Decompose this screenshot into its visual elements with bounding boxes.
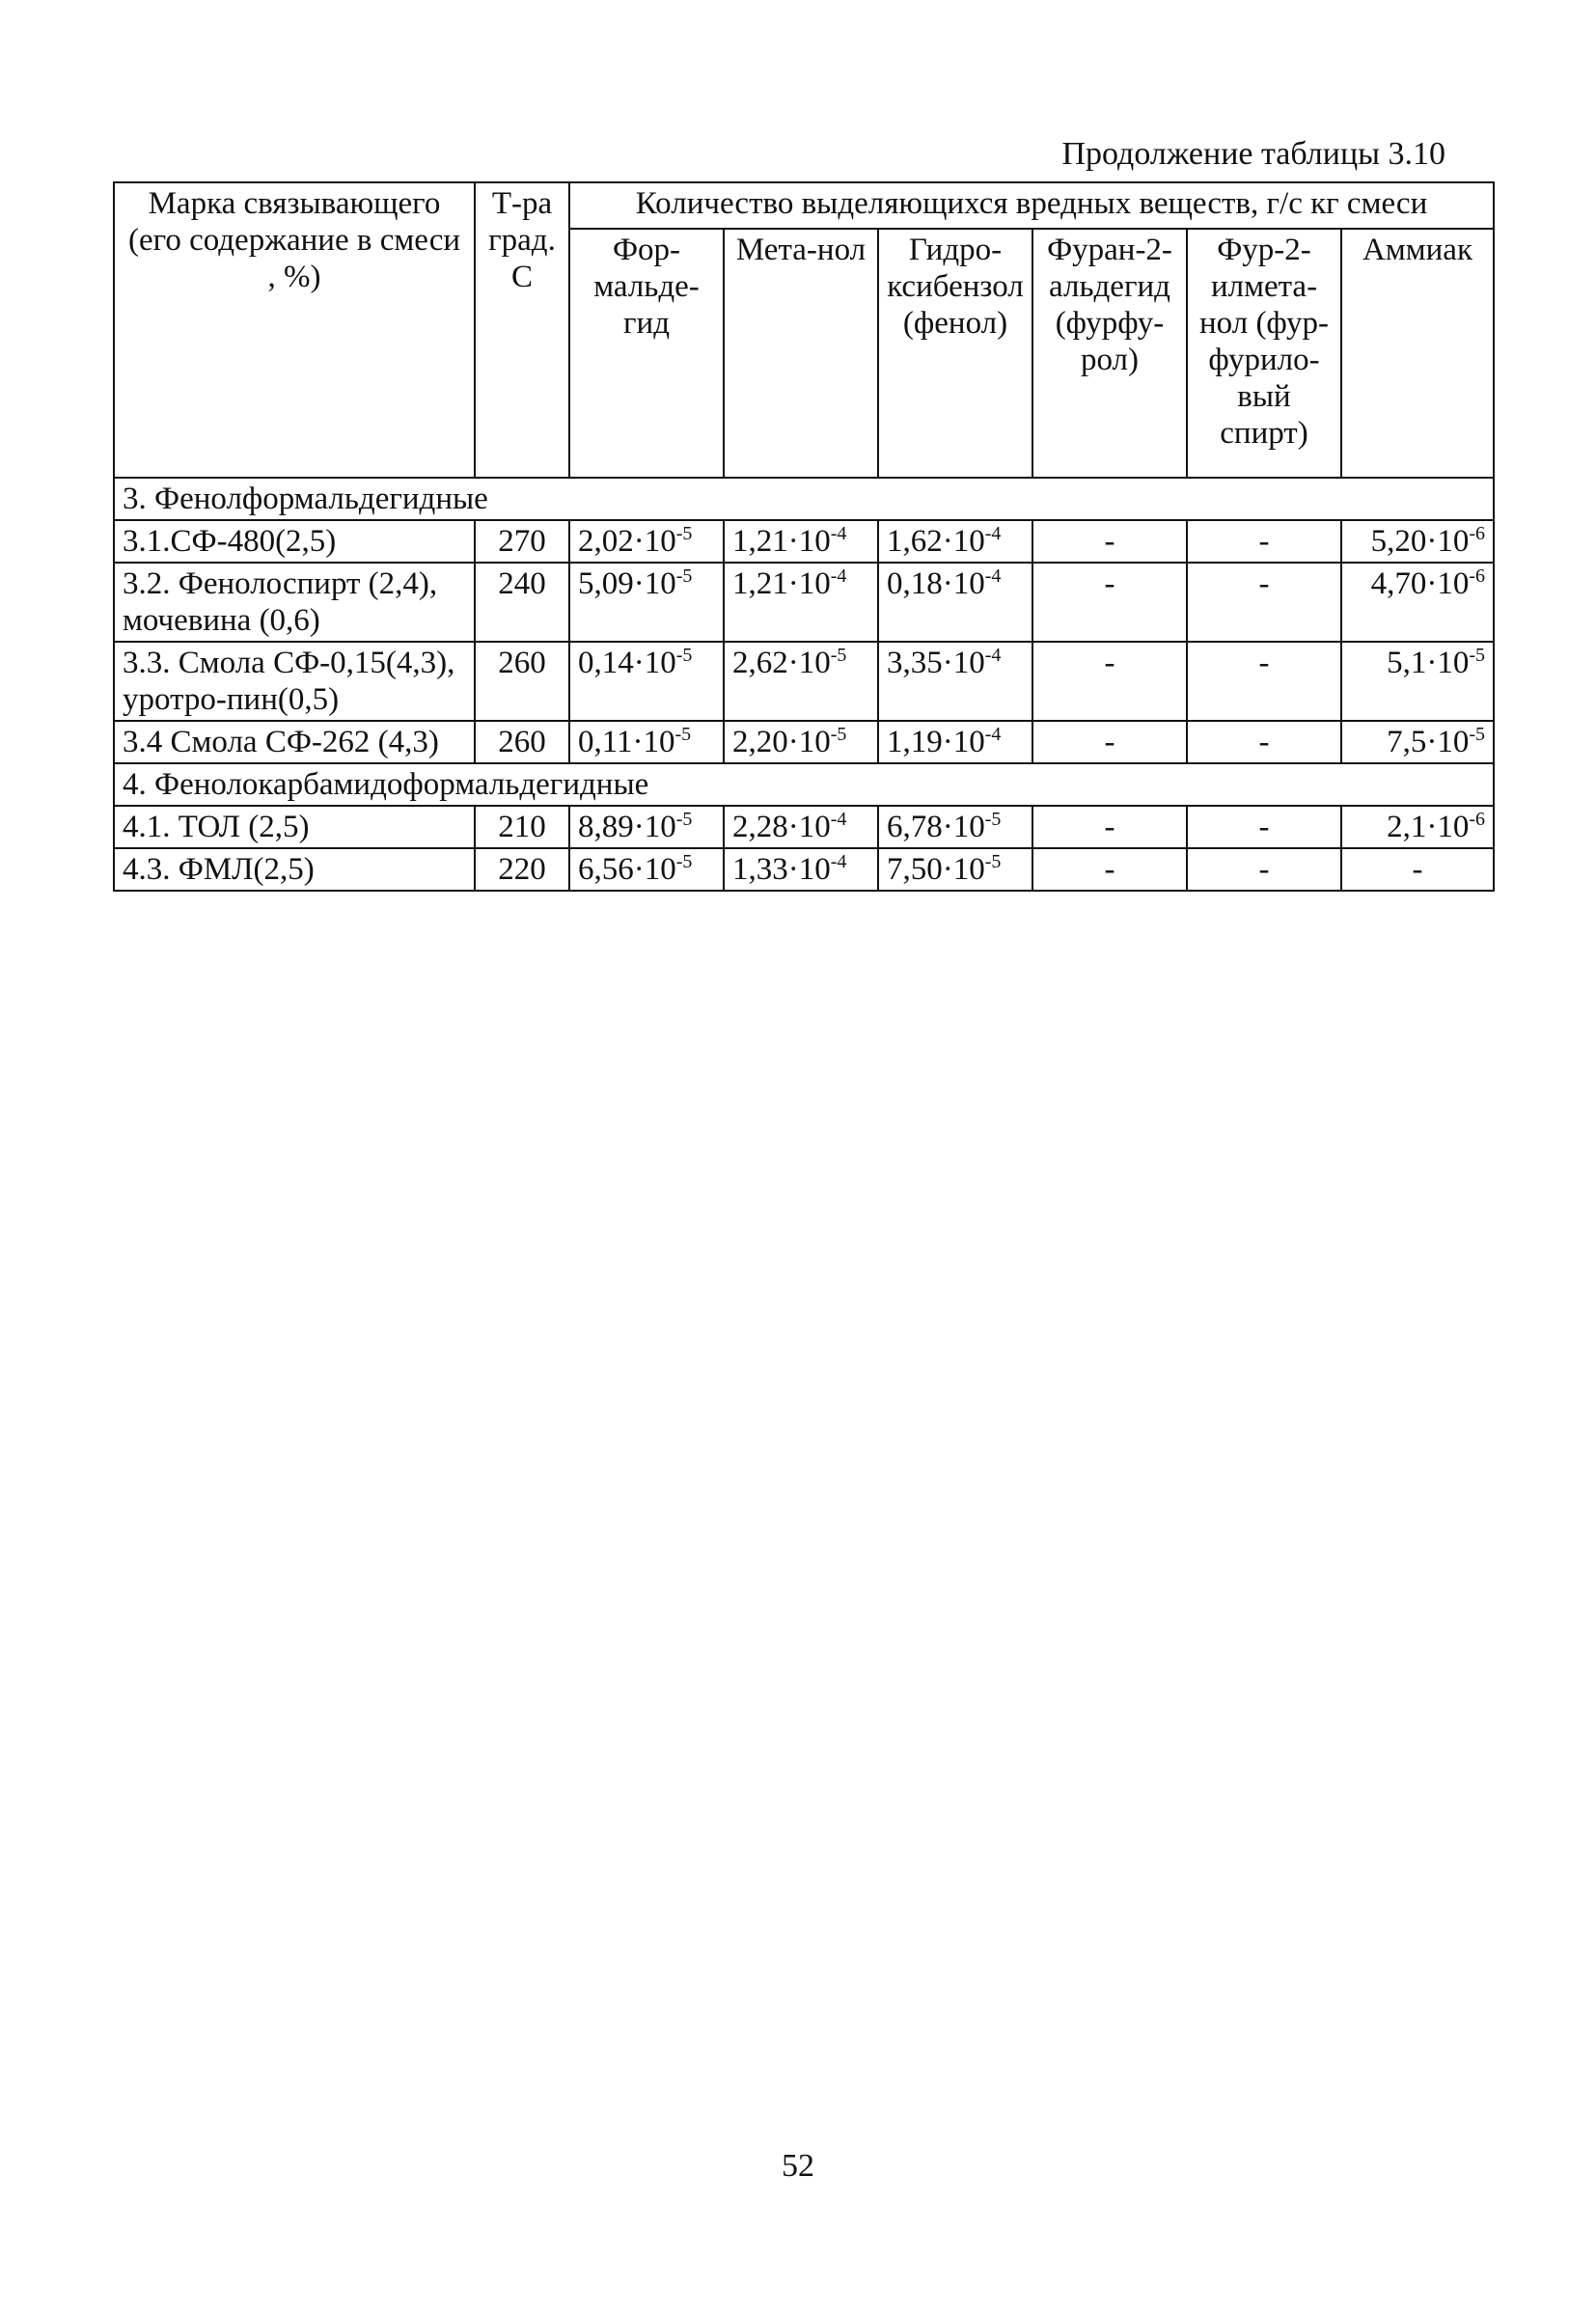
- table-caption: Продолжение таблицы 3.10: [1061, 136, 1445, 172]
- table-row: [114, 563, 1494, 642]
- value-cell: [1341, 520, 1494, 563]
- value-cell: [724, 806, 878, 848]
- value-cell: [1187, 848, 1341, 891]
- value-exponent: -5: [675, 645, 693, 666]
- value-exponent: -5: [830, 645, 847, 666]
- value-cell: [569, 563, 724, 642]
- binder-name-cell: 4.3. ФМЛ(2,5): [114, 848, 475, 891]
- header-furfuryl-alcohol: Фур-2-илмета-нол (фур-фурило-вый спирт): [1187, 229, 1341, 478]
- header-furfural: Фуран-2-альдегид (фурфу-рол): [1032, 229, 1187, 478]
- value-cell: [878, 806, 1032, 848]
- value-exponent: -5: [675, 523, 693, 544]
- temperature-cell: 270: [475, 520, 569, 563]
- section-row: [114, 763, 1494, 806]
- value-mantissa: -: [1104, 646, 1115, 680]
- value-mantissa: 1,21·10: [732, 524, 831, 559]
- section-title: 3. Фенолформальдегидные: [114, 478, 1494, 520]
- value-exponent: -5: [675, 565, 693, 587]
- value-cell: [878, 563, 1032, 642]
- value-exponent: -5: [1469, 645, 1486, 666]
- value-cell: [1032, 848, 1187, 891]
- table-row: [114, 642, 1494, 721]
- value-cell: [878, 848, 1032, 891]
- value-mantissa: 0,18·10: [887, 566, 985, 601]
- value-exponent: -4: [984, 645, 1002, 666]
- value-cell: [724, 520, 878, 563]
- value-cell: [1341, 642, 1494, 721]
- value-exponent: -4: [984, 523, 1002, 544]
- value-mantissa: -: [1258, 725, 1270, 759]
- value-mantissa: -: [1104, 566, 1115, 601]
- value-cell: [569, 520, 724, 563]
- value-exponent: -5: [674, 724, 692, 745]
- value-exponent: -5: [675, 809, 693, 830]
- value-mantissa: 3,35·10: [887, 646, 985, 680]
- value-cell: [724, 642, 878, 721]
- value-exponent: -6: [1469, 565, 1486, 587]
- binder-name-cell: 3.4 Смола СФ-262 (4,3): [114, 721, 475, 763]
- value-mantissa: -: [1412, 852, 1423, 887]
- value-exponent: -5: [984, 809, 1002, 830]
- value-exponent: -5: [984, 851, 1002, 872]
- header-row-1: [114, 182, 1494, 229]
- value-cell: [878, 642, 1032, 721]
- value-mantissa: -: [1104, 725, 1115, 759]
- temperature-cell: 210: [475, 806, 569, 848]
- value-cell: [569, 806, 724, 848]
- value-mantissa: -: [1258, 646, 1270, 680]
- value-cell: [569, 848, 724, 891]
- value-mantissa: -: [1258, 524, 1270, 559]
- value-exponent: -4: [984, 565, 1002, 587]
- temperature-cell: 260: [475, 642, 569, 721]
- value-cell: [1032, 806, 1187, 848]
- value-cell: [1032, 721, 1187, 763]
- value-cell: [1341, 848, 1494, 891]
- header-temperature: Т-ра град. С: [475, 182, 569, 478]
- value-cell: [569, 721, 724, 763]
- value-mantissa: 2,1·10: [1387, 810, 1470, 844]
- value-cell: [1187, 642, 1341, 721]
- value-exponent: -5: [1469, 724, 1486, 745]
- value-cell: [1187, 806, 1341, 848]
- value-mantissa: -: [1104, 852, 1115, 887]
- header-formaldehyde: Фор-мальде-гид: [569, 229, 724, 478]
- value-mantissa: -: [1258, 852, 1270, 887]
- value-exponent: -5: [830, 724, 847, 745]
- value-mantissa: -: [1258, 566, 1270, 601]
- value-cell: [1032, 563, 1187, 642]
- value-cell: [878, 721, 1032, 763]
- binder-name-cell: 4.1. ТОЛ (2,5): [114, 806, 475, 848]
- value-mantissa: -: [1104, 810, 1115, 844]
- temperature-cell: 220: [475, 848, 569, 891]
- value-mantissa: 1,62·10: [887, 524, 985, 559]
- value-cell: [878, 520, 1032, 563]
- value-mantissa: 6,78·10: [887, 810, 985, 844]
- value-cell: [724, 563, 878, 642]
- table-row: [114, 848, 1494, 891]
- binder-name-cell: 3.2. Фенолоспирт (2,4), мочевина (0,6): [114, 563, 475, 642]
- value-mantissa: 6,56·10: [578, 852, 676, 887]
- header-brand: Марка связывающего (его содержание в смеси , %): [114, 182, 475, 478]
- section-title: 4. Фенолокарбамидоформальдегидные: [114, 763, 1494, 806]
- value-cell: [1187, 721, 1341, 763]
- value-cell: [1341, 721, 1494, 763]
- header-phenol: Гидро-ксибензол (фенол): [878, 229, 1032, 478]
- value-mantissa: 2,02·10: [578, 524, 676, 559]
- table-row: [114, 721, 1494, 763]
- value-mantissa: 5,1·10: [1387, 646, 1470, 680]
- value-mantissa: 2,62·10: [732, 646, 831, 680]
- value-mantissa: 5,09·10: [578, 566, 676, 601]
- value-cell: [1187, 520, 1341, 563]
- binder-name-cell: 3.3. Смола СФ-0,15(4,3), уротро-пин(0,5): [114, 642, 475, 721]
- value-mantissa: 0,14·10: [578, 646, 676, 680]
- value-mantissa: 1,33·10: [732, 852, 831, 887]
- temperature-cell: 260: [475, 721, 569, 763]
- value-mantissa: 8,89·10: [578, 810, 676, 844]
- value-mantissa: 2,28·10: [732, 810, 831, 844]
- value-mantissa: -: [1104, 524, 1115, 559]
- emissions-table: [113, 181, 1495, 892]
- value-mantissa: 5,20·10: [1370, 524, 1470, 559]
- value-exponent: -5: [675, 851, 693, 872]
- value-mantissa: 7,50·10: [887, 852, 985, 887]
- value-mantissa: 1,19·10: [887, 725, 985, 759]
- value-mantissa: 4,70·10: [1370, 566, 1470, 601]
- value-mantissa: 0,11·10: [578, 725, 675, 759]
- value-exponent: -4: [830, 565, 847, 587]
- temperature-cell: 240: [475, 563, 569, 642]
- value-cell: [1032, 642, 1187, 721]
- value-cell: [724, 721, 878, 763]
- header-ammonia: Аммиак: [1341, 229, 1494, 478]
- value-exponent: -4: [830, 523, 847, 544]
- page-number: 52: [782, 2148, 814, 2184]
- value-exponent: -6: [1469, 809, 1486, 830]
- value-cell: [724, 848, 878, 891]
- section-row: [114, 478, 1494, 520]
- value-mantissa: -: [1258, 810, 1270, 844]
- value-mantissa: 2,20·10: [732, 725, 831, 759]
- value-mantissa: 1,21·10: [732, 566, 831, 601]
- value-exponent: -4: [984, 724, 1002, 745]
- value-exponent: -6: [1469, 523, 1486, 544]
- value-cell: [569, 642, 724, 721]
- value-cell: [1341, 806, 1494, 848]
- table-row: [114, 806, 1494, 848]
- table-row: [114, 520, 1494, 563]
- value-exponent: -4: [830, 851, 847, 872]
- value-exponent: -4: [830, 809, 847, 830]
- value-cell: [1032, 520, 1187, 563]
- value-mantissa: 7,5·10: [1387, 725, 1470, 759]
- header-substances-group: Количество выделяющихся вредных веществ, г/с кг смеси: [569, 182, 1494, 229]
- binder-name-cell: 3.1.СФ-480(2,5): [114, 520, 475, 563]
- value-cell: [1341, 563, 1494, 642]
- header-methanol: Мета-нол: [724, 229, 878, 478]
- value-cell: [1187, 563, 1341, 642]
